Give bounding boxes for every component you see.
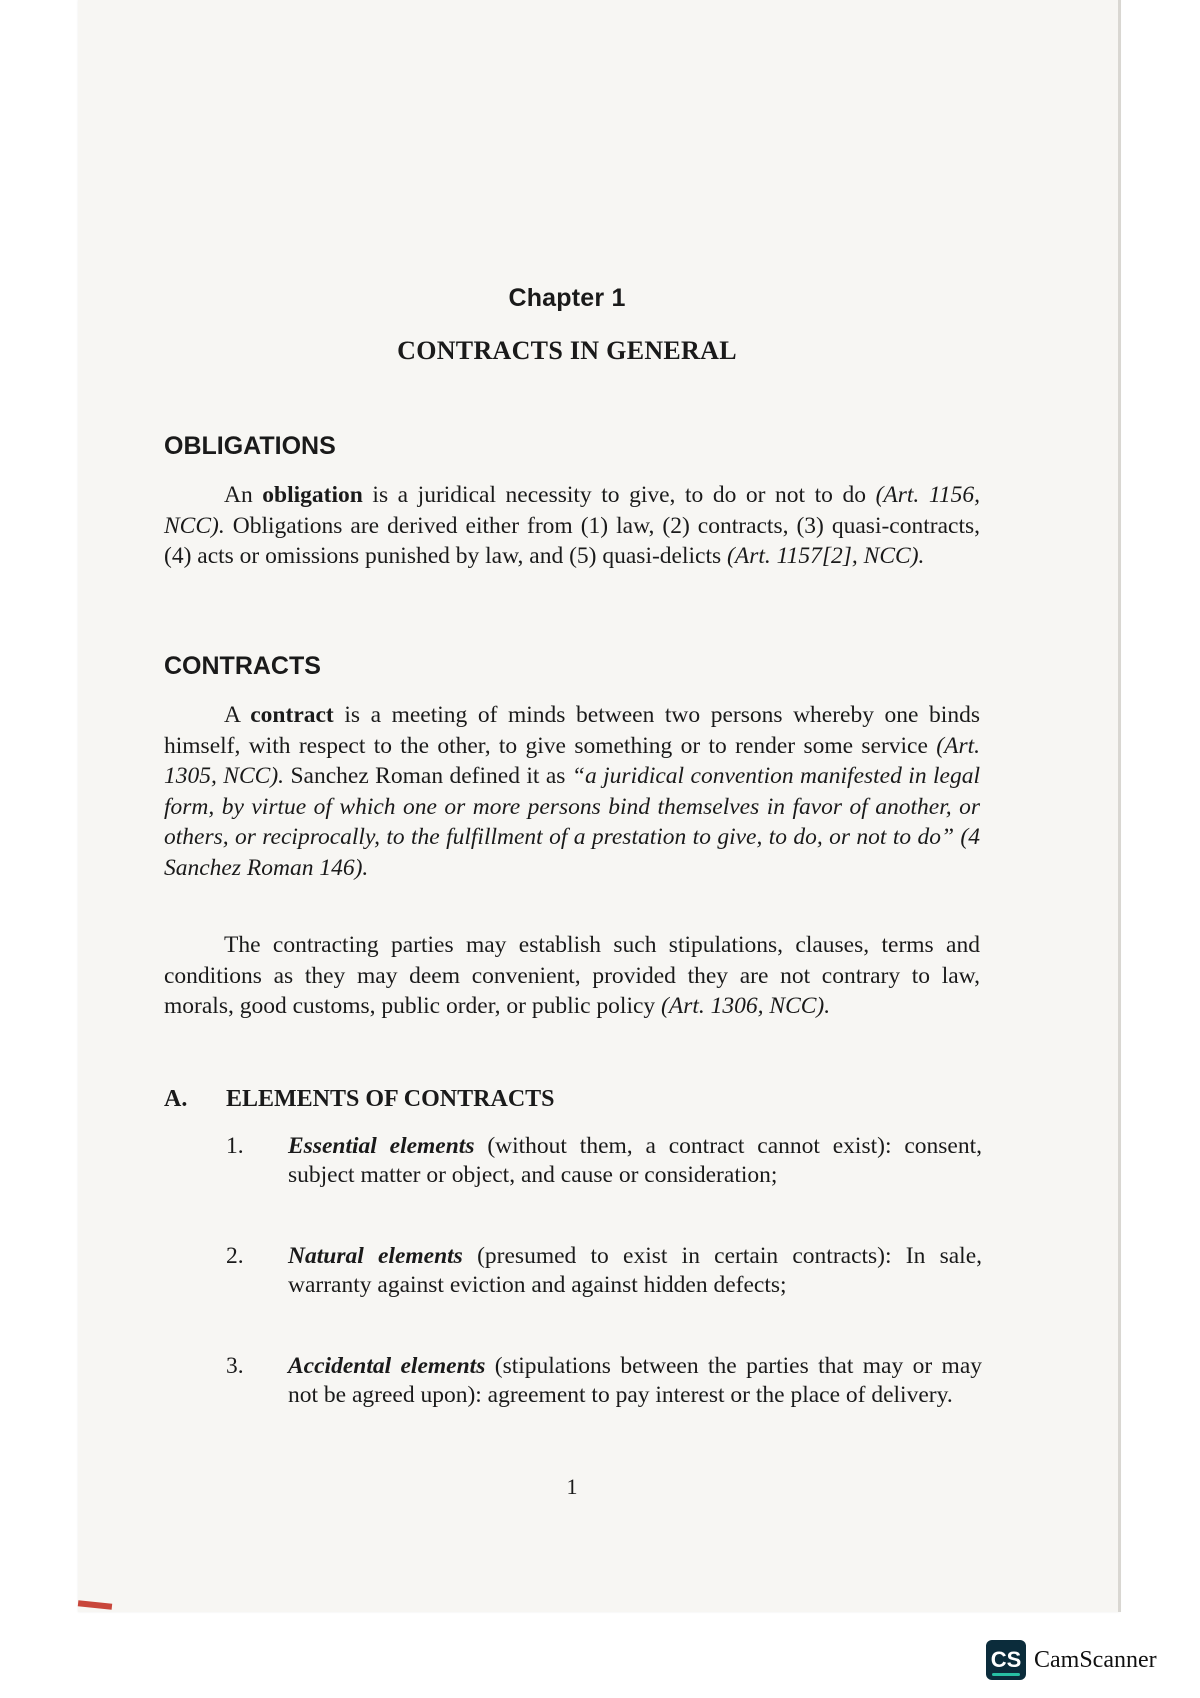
obligation-term: obligation (262, 482, 363, 508)
chapter-number: Chapter 1 (508, 284, 626, 312)
list-text: (stipulations between the parties that may or may not be agreed upon): agreement to pay interest or the place of delivery. (288, 1353, 982, 1408)
sanchez-roman-quote: “a juridical convention manifested in legal form, by virtue of which one or more persons bind themselves in favor of another, or others, or reciprocally, to the fulfillment of a prestation to give, to do, or not to do” (4 Sanchez Roman 146). (164, 763, 980, 881)
elements-heading (164, 1086, 555, 1113)
camscanner-watermark (986, 1640, 1157, 1680)
list-item (226, 1352, 982, 1410)
list-number: 3. (226, 1353, 244, 1379)
list-item (226, 1132, 982, 1190)
list-text: (presumed to exist in certain contracts): In sale, warranty against eviction and against hidden defects; (288, 1243, 983, 1298)
list-term: Essential elements (288, 1133, 475, 1159)
list-term: Natural elements (288, 1243, 463, 1269)
page-number: 1 (566, 1474, 578, 1499)
list-number: 2. (226, 1243, 244, 1269)
citation: (Art. 1305, NCC). (164, 732, 980, 789)
contracts-paragraph: A contract is a meeting of minds between two persons whereby one binds himself, with respect to the other, to give something or to render some service (Art. 1305, NCC). Sanchez Roman defined it as “a juridical convention manifested in legal form, by virtue of which one or more persons bind themselves in favor of another, or others, or reciprocally, to the fulfillment of a prestation to give, to do, or not to do” (4 Sanchez Roman 146). (164, 702, 980, 881)
obligations-paragraph: An obligation is a juridical necessity to give, to do or not to do (Art. 1156, NCC). Obligations are derived either from (1) law, (2) contracts, (3) quasi-contracts, (4) acts or omissions punished by law, and (5) quasi-delicts (Art. 1157[2], NCC). (164, 482, 980, 569)
elements-title: ELEMENTS OF CONTRACTS (226, 1086, 555, 1112)
citation: (Art. 1157[2], NCC). (727, 543, 925, 569)
stipulations-paragraph: The contracting parties may establish such stipulations, clauses, terms and conditions as they may deem convenient, provided they are not contrary to law, morals, good customs, public order, or public policy (Art. 1306, NCC). (164, 932, 980, 1019)
obligations-heading: OBLIGATIONS (164, 432, 336, 460)
list-item (226, 1242, 982, 1300)
citation: (Art. 1306, NCC). (661, 993, 831, 1019)
list-text: (without them, a contract cannot exist): consent, subject matter or object, and cause or consideration; (288, 1133, 982, 1188)
citation: (Art. 1156, NCC). (164, 482, 980, 539)
contract-term: contract (250, 702, 334, 728)
page-edge (1118, 0, 1121, 1612)
contracts-heading: CONTRACTS (164, 652, 321, 680)
camscanner-logo-icon: CS (986, 1640, 1026, 1680)
list-number: 1. (226, 1133, 244, 1159)
elements-letter: A. (164, 1086, 188, 1112)
camscanner-brand: CamScanner (1034, 1646, 1157, 1673)
list-term: Accidental elements (288, 1353, 486, 1379)
chapter-title: CONTRACTS IN GENERAL (397, 336, 737, 365)
